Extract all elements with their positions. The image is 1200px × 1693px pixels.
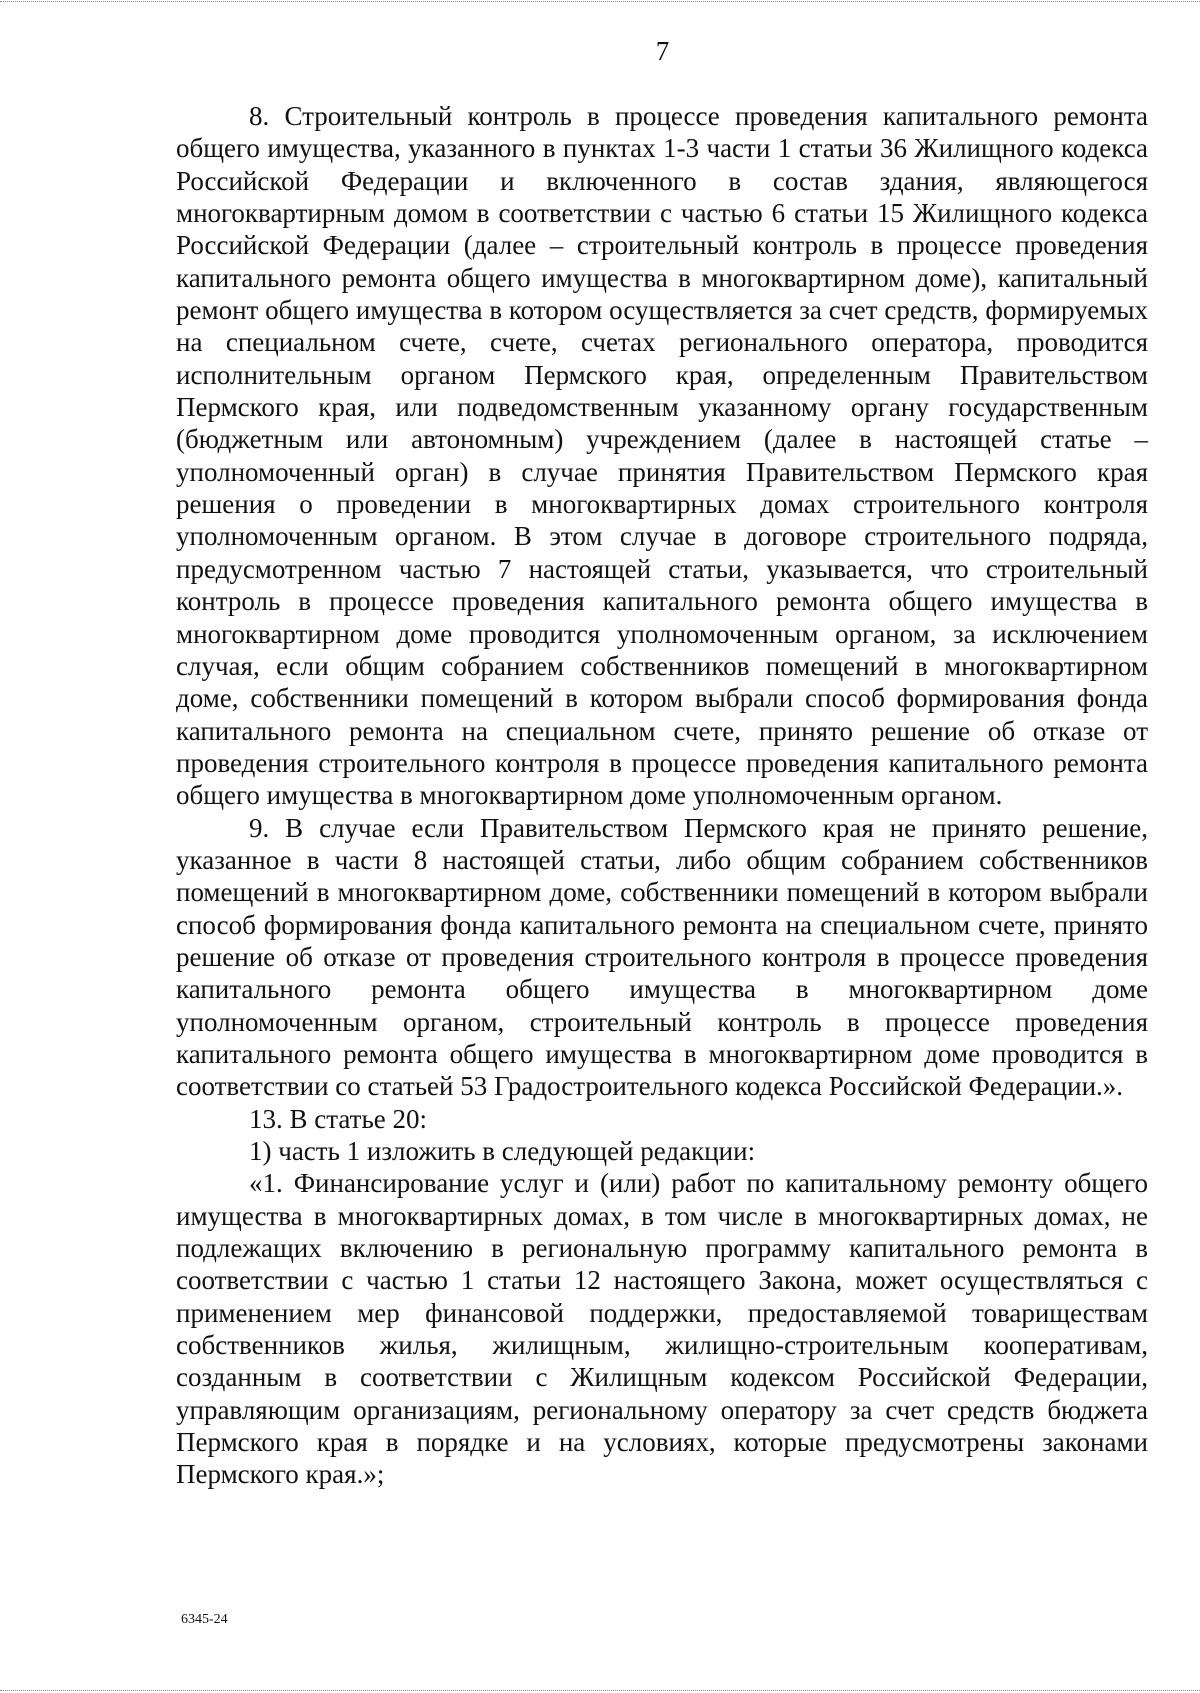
bottom-edge-line <box>0 1690 1200 1691</box>
document-body <box>176 100 1148 1491</box>
paragraph-part-1-text: «1. Финансирование услуг и (или) работ по капитальному ремонту общего имущества в многоквартирных домах, в том числе в многоквартирных домах, не подлежащих включению в региональную программу капитального ремонта в соответствии с частью 1 статьи 12 настоящего Закона, может осуществляться с применением мер финансовой поддержки, предоставляемой товариществам собственников жилья, жилищным, жилищно-строительным кооперативам, созданным в соответствии с Жилищным кодексом Российской Федерации, управляющим организациям, региональному оператору за счет средств бюджета Пермского края в порядке и на условиях, которые предусмотрены законами Пермского края.»; <box>176 1168 1148 1490</box>
top-edge-line <box>0 1 1200 2</box>
page-number: 7 <box>655 36 670 66</box>
document-code: 6345-24 <box>181 1612 228 1627</box>
paragraph-part-8: 8. Строительный контроль в процессе проведения капитального ремонта общего имущества, указанного в пунктах 1-3 части 1 статьи 36 Жилищного кодекса Российской Федерации и включенного в состав здания, являющегося многоквартирным домом в соответствии с частью 6 статьи 15 Жилищного кодекса Российской Федерации (далее – строительный контроль в процессе проведения капитального ремонта общего имущества в многоквартирном доме), капитальный ремонт общего имущества в котором осуществляется за счет средств, формируемых на специальном счете, счете, счетах регионального оператора, проводится исполнительным органом Пермского края, определенным Правительством Пермского края, или подведомственным указанному органу государственным (бюджетным или автономным) учреждением (далее в настоящей статье – уполномоченный орган) в случае принятия Правительством Пермского края решения о проведении в многоквартирных домах строительного контроля уполномоченным органом. В этом случае в договоре строительного подряда, предусмотренном частью 7 настоящей статьи, указывается, что строительный контроль в процессе проведения капитального ремонта общего имущества в многоквартирном доме проводится уполномоченным органом, за исключением случая, если общим собранием собственников помещений в многоквартирном доме, собственники помещений в котором выбрали способ формирования фонда капитального ремонта на специальном счете, принято решение об отказе от проведения строительного контроля в процессе проведения капитального ремонта общего имущества в многоквартирном доме уполномоченным органом. <box>176 101 1148 811</box>
paragraph-subitem-1: 1) часть 1 изложить в следующей редакции: <box>249 1136 756 1166</box>
paragraph-part-9: 9. В случае если Правительством Пермского края не принято решение, указанное в части 8 настоящей статьи, либо общим собранием собственников помещений в многоквартирном доме, собственники помещений в котором выбрали способ формирования фонда капитального ремонта на специальном счете, принято решение об отказе от проведения строительного контроля в процессе проведения капитального ремонта общего имущества в многоквартирном доме уполномоченным органом, строительный контроль в процессе проведения капитального ремонта общего имущества в многоквартирном доме проводится в соответствии со статьей 53 Градостроительного кодекса Российской Федерации.». <box>176 812 1148 1102</box>
paragraph-item-13: 13. В статье 20: <box>249 1103 428 1134</box>
